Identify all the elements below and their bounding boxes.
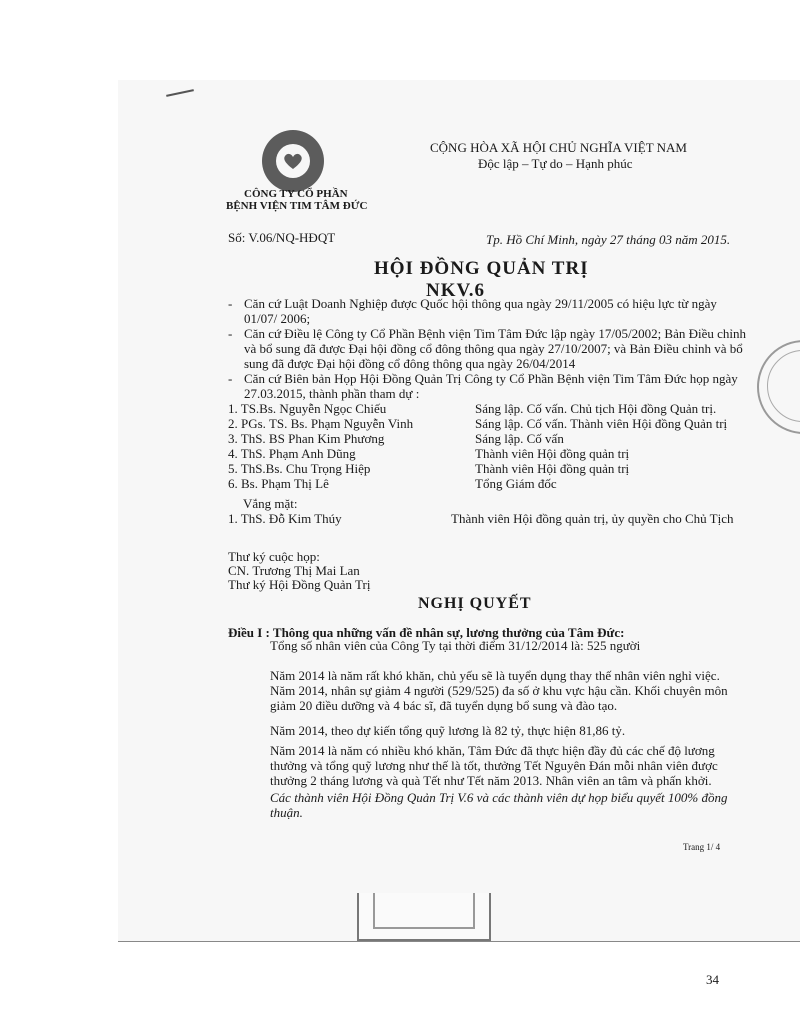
page-number: 34 xyxy=(706,972,719,987)
list-item-bullet: - xyxy=(228,371,233,386)
secretary-name: CN. Trương Thị Mai Lan xyxy=(228,563,360,578)
doc-number: Số: V.06/NQ-HĐQT xyxy=(228,230,336,245)
absent-name: 1. ThS. Đỗ Kim Thúy xyxy=(228,511,342,526)
binder-clip xyxy=(357,893,491,941)
company-logo xyxy=(262,130,324,192)
list-item-bullet: - xyxy=(228,326,233,341)
basis-2-line2: và bổ sung đã được Đại hội đồng cổ đông thông qua ngày 27/10/2007; và Bản Điều chỉnh và bổ xyxy=(244,341,743,356)
sheet-page-label: Trang 1/ 4 xyxy=(683,842,721,852)
list-item-bullet: - xyxy=(228,296,233,311)
attendee-name: 5. ThS.Bs. Chu Trọng Hiệp xyxy=(228,461,371,476)
page-title: HỘI ĐỒNG QUẢN TRỊ xyxy=(374,258,589,279)
resolution-heading: NGHỊ QUYẾT xyxy=(418,595,532,612)
attendee-role: Thành viên Hội đồng quản trị xyxy=(475,446,630,461)
vote-line2: thuận. xyxy=(270,805,303,820)
vote-line1: Các thành viên Hội Đồng Quản Trị V.6 và các thành viên dự họp biểu quyết 100% đồng xyxy=(270,790,728,805)
article-heading: Điều I : Thông qua những vấn đề nhân sự, lương thưởng của Tâm Đức: xyxy=(228,625,625,640)
attendee-name: 6. Bs. Phạm Thị Lê xyxy=(228,476,329,491)
absent-label: Vắng mặt: xyxy=(243,496,298,511)
paragraph-1-line3: giảm 20 điều dưỡng và 4 bác sĩ, đã tuyển dụng bổ sung và đào tạo. xyxy=(270,698,618,713)
paragraph-2: Năm 2014, theo dự kiến tổng quỹ lương là 82 tỷ, thực hiện 81,86 tỷ. xyxy=(270,723,626,738)
place-date: Tp. Hồ Chí Minh, ngày 27 tháng 03 năm 2015. xyxy=(486,232,731,247)
staff-total: Tổng số nhân viên của Công Ty tại thời điểm 31/12/2014 là: 525 người xyxy=(270,638,641,653)
attendee-role: Sáng lập. Cố vấn xyxy=(475,431,564,446)
secretary-label: Thư ký cuộc họp: xyxy=(228,549,320,564)
attendee-name: 2. PGs. TS. Bs. Phạm Nguyễn Vinh xyxy=(228,416,414,431)
nation-title: CỘNG HÒA XÃ HỘI CHỦ NGHĨA VIỆT NAM xyxy=(430,140,687,155)
attendee-role: Tổng Giám đốc xyxy=(475,476,557,491)
secretary-title: Thư ký Hội Đồng Quản Trị xyxy=(228,577,371,592)
absent-role: Thành viên Hội đồng quản trị, ủy quyền cho Chủ Tịch xyxy=(451,511,734,526)
nation-motto: Độc lập – Tự do – Hạnh phúc xyxy=(478,156,633,171)
paragraph-1-line2: Năm 2014, nhân sự giảm 4 người (529/525) đa số ở khu vực hậu cần. Khối chuyên môn xyxy=(270,683,728,698)
basis-3-line2: 27.03.2015, thành phần tham dự : xyxy=(244,386,420,401)
paragraph-1-line1: Năm 2014 là năm rất khó khăn, chủ yếu sẽ là tuyển dụng thay thế nhân viên nghỉ việc. xyxy=(270,668,720,683)
basis-1-line2: 01/07/ 2006; xyxy=(244,311,311,326)
attendee-role: Sáng lập. Cố vấn. Thành viên Hội đồng Quản trị xyxy=(475,416,728,431)
paragraph-3-line2: thưởng và tổng quỹ lương như thế là tốt, thưởng Tết Nguyên Đán mỗi nhân viên được xyxy=(270,758,718,773)
basis-2-line3: sung đã được Đại hội đồng cổ đông thông qua ngày 26/04/2014 xyxy=(244,356,576,371)
attendee-name: 3. ThS. BS Phan Kim Phương xyxy=(228,431,385,446)
attendee-name: 4. ThS. Phạm Anh Dũng xyxy=(228,446,356,461)
attendee-name: 1. TS.Bs. Nguyễn Ngọc Chiếu xyxy=(228,401,387,416)
paragraph-3-line1: Năm 2014 là năm có nhiều khó khăn, Tâm Đức đã thực hiện đầy đủ các chế độ lương xyxy=(270,743,715,758)
page-subtitle: NKV.6 xyxy=(426,280,486,301)
paragraph-3-line3: thưởng 2 tháng lương và quà Tết như Tết năm 2013. Nhân viên an tâm và phấn khởi. xyxy=(270,773,712,788)
attendee-role: Sáng lập. Cố vấn. Chủ tịch Hội đồng Quản trị. xyxy=(475,401,717,416)
scan-edge xyxy=(118,941,800,942)
basis-1-line1: Căn cứ Luật Doanh Nghiệp được Quốc hội thông qua ngày 29/11/2005 có hiệu lực từ ngày xyxy=(244,296,717,311)
company-name-line1: CÔNG TY CỔ PHẦN xyxy=(244,188,348,200)
attendee-role: Thành viên Hội đồng quản trị xyxy=(475,461,630,476)
heart-icon xyxy=(282,150,304,172)
basis-2-line1: Căn cứ Điều lệ Công ty Cổ Phần Bệnh viện Tim Tâm Đức lập ngày 17/05/2002; Bản Điều chỉnh xyxy=(244,326,747,341)
basis-3-line1: Căn cứ Biên bản Họp Hội Đồng Quản Trị Công ty Cổ Phần Bệnh viện Tim Tâm Đức họp ngày xyxy=(244,371,738,386)
company-name-line2: BỆNH VIỆN TIM TÂM ĐỨC xyxy=(226,200,368,212)
